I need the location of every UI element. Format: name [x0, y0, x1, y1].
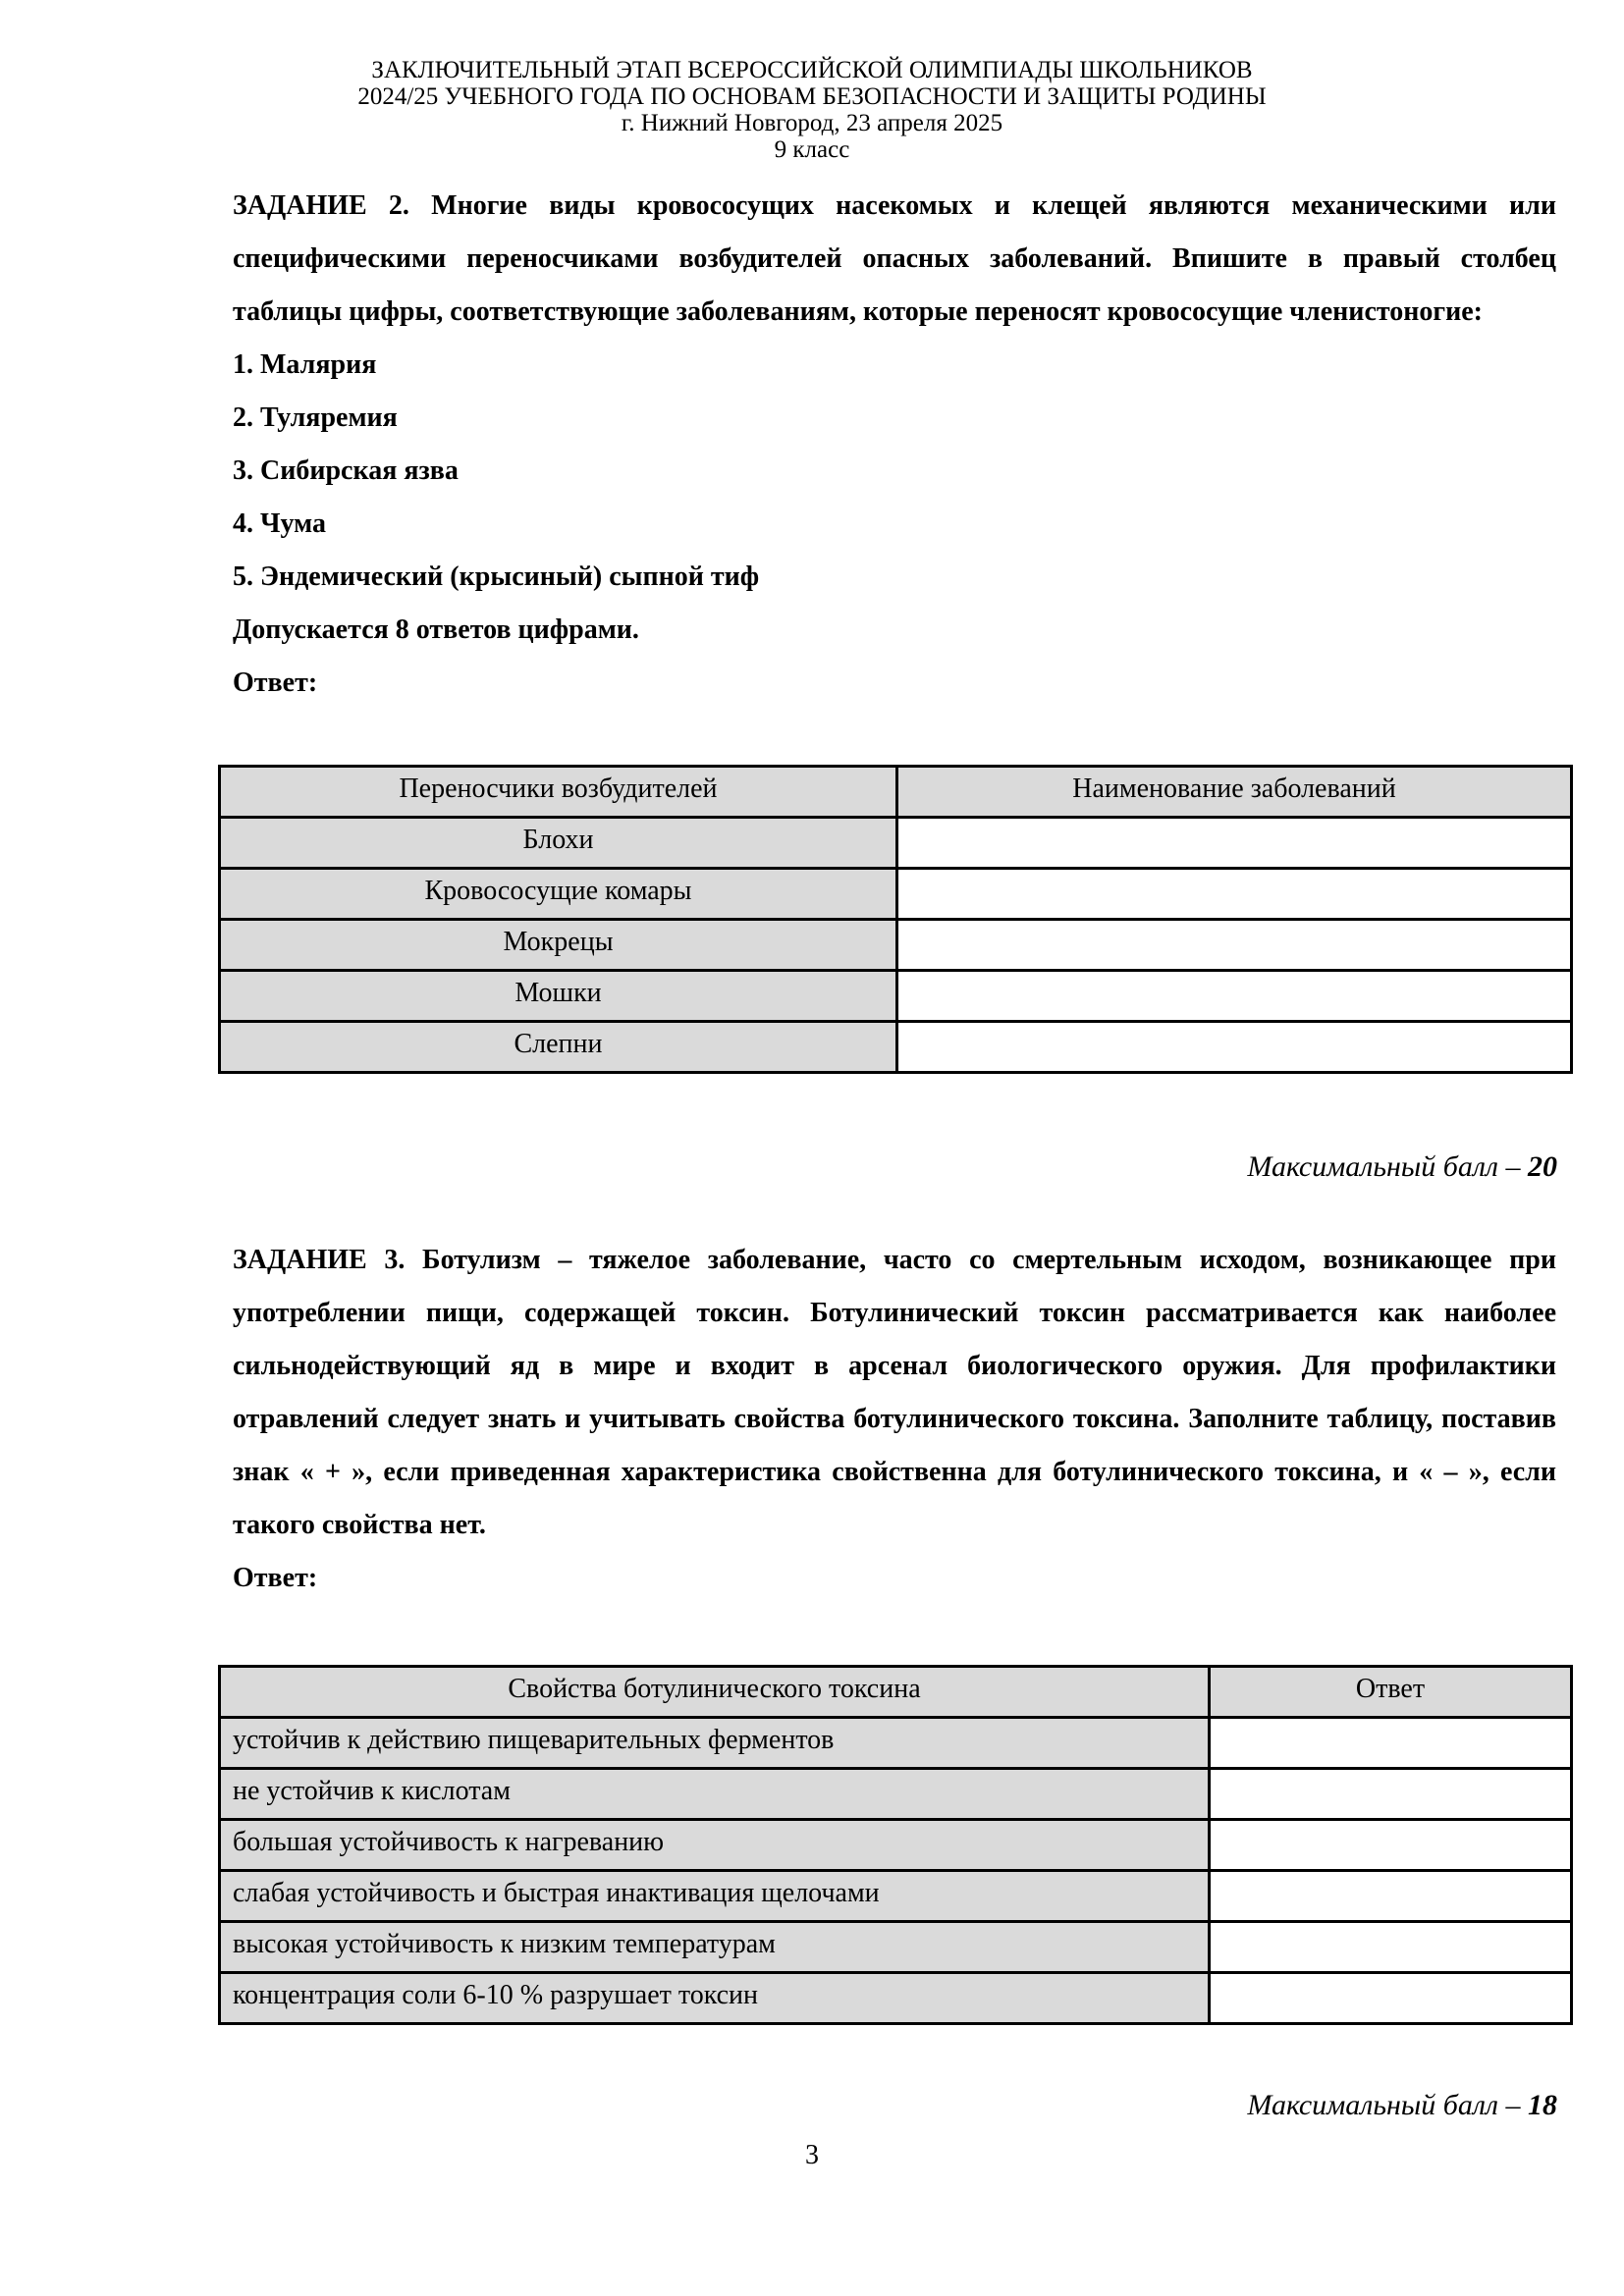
header-carriers: Переносчики возбудителей — [220, 767, 897, 818]
task2-option-3: 3. Сибирская язва — [233, 455, 459, 486]
task2-section — [233, 180, 1556, 710]
answer-input-cell[interactable] — [1210, 1922, 1572, 1973]
answer-input-cell[interactable] — [1210, 1820, 1572, 1871]
carrier-cell: Мокрецы — [220, 920, 897, 971]
table-row — [220, 1022, 1572, 1073]
header-diseases: Наименование заболеваний — [897, 767, 1572, 818]
task2-option-5: 5. Эндемический (крысиный) сыпной тиф — [233, 561, 760, 592]
task2-answer-label: Ответ: — [233, 667, 318, 698]
table-row — [220, 818, 1572, 869]
task2-max-score — [1247, 1150, 1557, 1184]
max-score-label: Максимальный балл – — [1247, 2089, 1528, 2121]
max-score-value: 20 — [1528, 1150, 1557, 1183]
page-number: 3 — [805, 2140, 819, 2170]
task2-option-4: 4. Чума — [233, 508, 327, 539]
task2-option-1: 1. Малярия — [233, 349, 377, 380]
table-header-row — [220, 767, 1572, 818]
header-line-1: ЗАКЛЮЧИТЕЛЬНЫЙ ЭТАП ВСЕРОССИЙСКОЙ ОЛИМПИАДЫ ШКОЛЬНИКОВ — [371, 57, 1253, 83]
table-row — [220, 1769, 1572, 1820]
task2-answer-table — [218, 765, 1573, 1074]
property-cell: устойчив к действию пищеварительных ферментов — [220, 1718, 1210, 1769]
header-line-3: г. Нижний Новгород, 23 апреля 2025 — [621, 110, 1003, 136]
property-cell: большая устойчивость к нагреванию — [220, 1820, 1210, 1871]
task3-section — [233, 1234, 1556, 1605]
property-cell: не устойчив к кислотам — [220, 1769, 1210, 1820]
answer-input-cell[interactable] — [1210, 1718, 1572, 1769]
carrier-cell: Мошки — [220, 971, 897, 1022]
answer-input-cell[interactable] — [897, 869, 1572, 920]
table-header-row — [220, 1667, 1572, 1718]
header-properties: Свойства ботулинического токсина — [220, 1667, 1210, 1718]
answer-input-cell[interactable] — [1210, 1973, 1572, 2024]
table-row — [220, 1973, 1572, 2024]
header-answer: Ответ — [1210, 1667, 1572, 1718]
max-score-label: Максимальный балл – — [1247, 1150, 1528, 1183]
table-row — [220, 971, 1572, 1022]
task3-max-score — [1247, 2089, 1557, 2122]
task2-statement: ЗАДАНИЕ 2. Многие виды кровососущих насекомых и клещей являются механическими или специфическими переносчиками возбудителей опасных заболеваний. Впишите в правый столбец таблицы цифры, соответствующие заболеваниям, которые переносят кровососущие членистоногие: — [233, 190, 1556, 327]
header-line-2: 2024/25 УЧЕБНОГО ГОДА ПО ОСНОВАМ БЕЗОПАСНОСТИ И ЗАЩИТЫ РОДИНЫ — [357, 83, 1267, 110]
header-line-4: 9 класс — [774, 136, 850, 163]
document-header — [0, 57, 1624, 163]
answer-input-cell[interactable] — [897, 818, 1572, 869]
property-cell: слабая устойчивость и быстрая инактивация щелочами — [220, 1871, 1210, 1922]
task2-note: Допускается 8 ответов цифрами. — [233, 614, 639, 645]
task3-answer-table — [218, 1665, 1573, 2025]
property-cell: высокая устойчивость к низким температурам — [220, 1922, 1210, 1973]
table-row — [220, 1922, 1572, 1973]
carrier-cell: Блохи — [220, 818, 897, 869]
answer-input-cell[interactable] — [897, 920, 1572, 971]
table-row — [220, 1871, 1572, 1922]
answer-input-cell[interactable] — [1210, 1769, 1572, 1820]
task3-statement: ЗАДАНИЕ 3. Ботулизм – тяжелое заболевание, часто со смертельным исходом, возникающее при употреблении пищи, содержащей токсин. Ботулинический токсин рассматривается как наиболее сильнодействующий яд в мире и входит в арсенал биологического оружия. Для профилактики отравлений следует знать и учитывать свойства ботулинического токсина. Заполните таблицу, поставив знак « + », если приведенная характеристика свойственна для ботулинического токсина, и « – », если такого свойства нет. — [233, 1245, 1556, 1540]
answer-input-cell[interactable] — [897, 1022, 1572, 1073]
task3-answer-label: Ответ: — [233, 1563, 318, 1593]
max-score-value: 18 — [1528, 2089, 1557, 2121]
carrier-cell: Слепни — [220, 1022, 897, 1073]
answer-input-cell[interactable] — [1210, 1871, 1572, 1922]
carrier-cell: Кровососущие комары — [220, 869, 897, 920]
table-row — [220, 920, 1572, 971]
property-cell: концентрация соли 6-10 % разрушает токсин — [220, 1973, 1210, 2024]
table-row — [220, 869, 1572, 920]
table-row — [220, 1820, 1572, 1871]
table-row — [220, 1718, 1572, 1769]
task2-option-2: 2. Туляремия — [233, 402, 398, 433]
answer-input-cell[interactable] — [897, 971, 1572, 1022]
